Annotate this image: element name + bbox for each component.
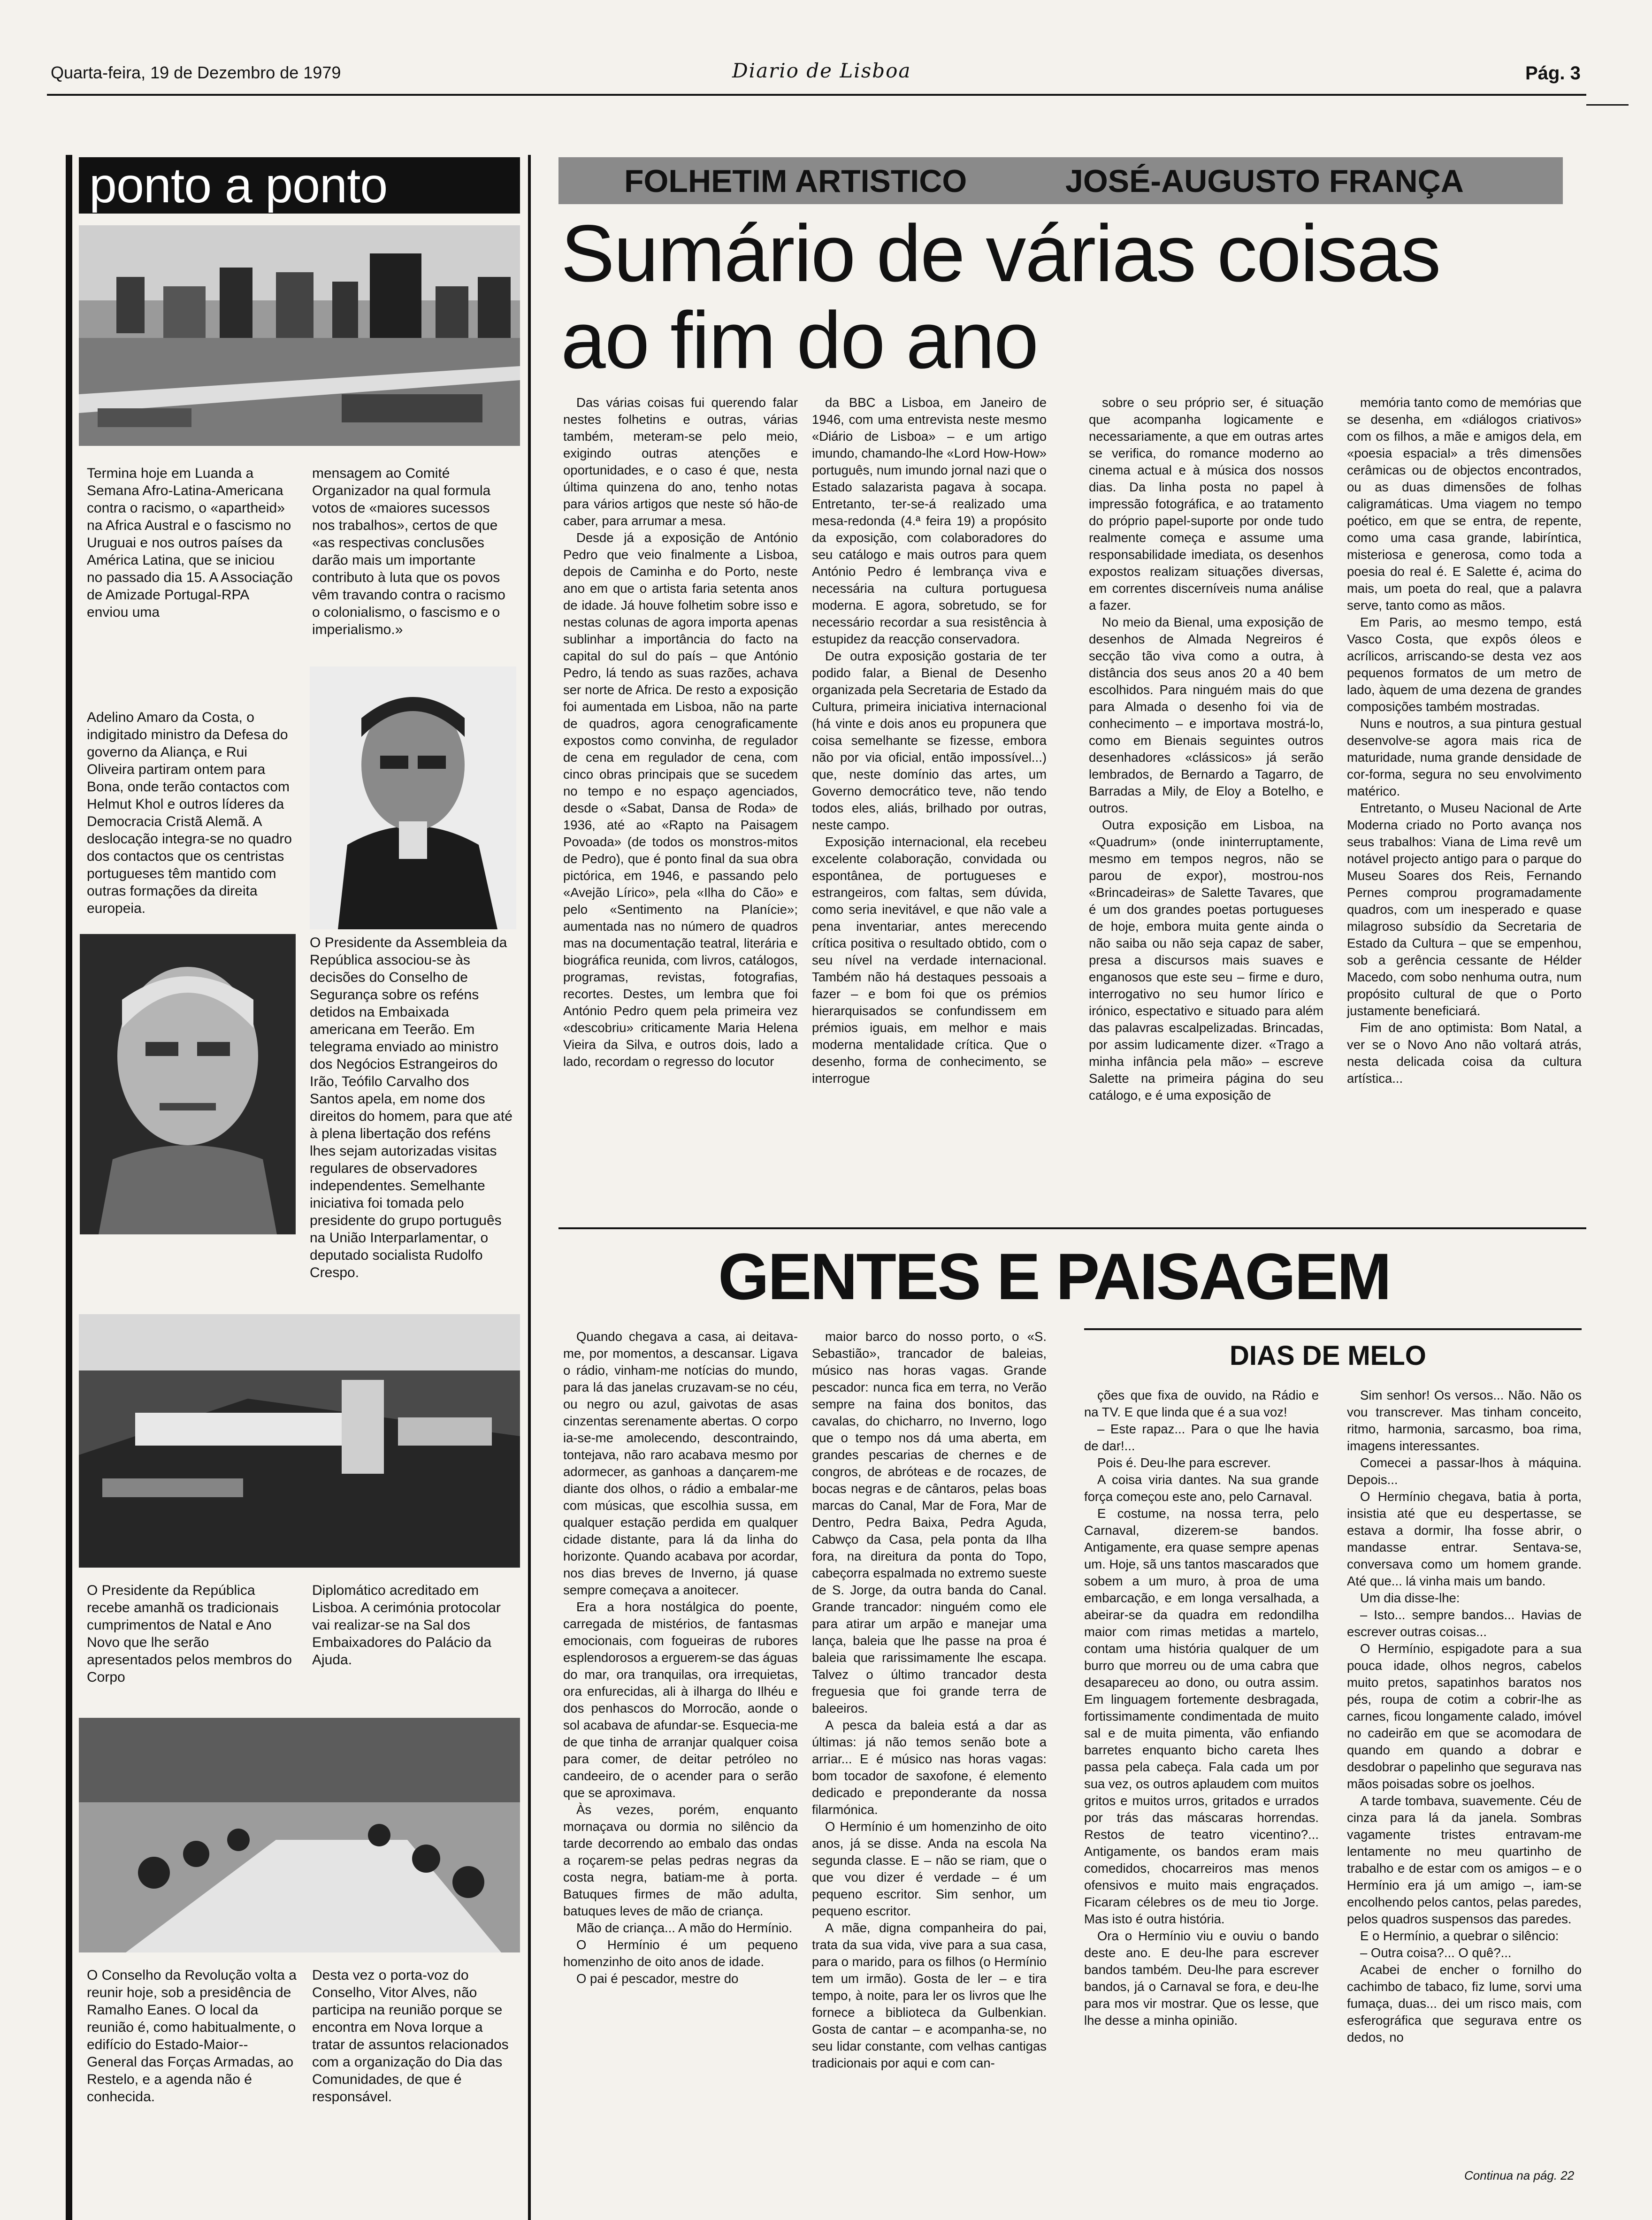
gentes-col1: [563, 1328, 798, 1987]
folhetim-headline-1: Sumário de várias coisas: [561, 208, 1440, 299]
gentes-col2-p2: A pesca da baleia está a dar as últimas: já não temos senão bote a arriar... E é músico nas horas vagas: bom tocador de saxofone, é elemento dedicado e preponderante da nossa filarmónica.: [812, 1718, 1047, 1817]
gentes-col4: [1347, 1387, 1582, 2046]
gentes-col3-p3: Pois é. Deu-lhe para escrever.: [1097, 1455, 1271, 1470]
gentes-col1-p6: O pai é pescador, mestre do: [576, 1971, 739, 1986]
gentes-headline: GENTES E PAISAGEM: [718, 1240, 1391, 1313]
folhetim-col4-p5: Fim de ano optimista: Bom Natal, a ver se o Novo Ano não voltará atrás, nesta delicada coisa da cultura artística...: [1347, 1020, 1582, 1086]
folhetim-col4-p3: Nuns e noutros, a sua pintura gestual desenvolve-se agora mais rica de maturidade, numa grande densidade de cor-forma, segura no seu envolvimento matérico.: [1347, 716, 1582, 798]
ponto-right-border: [528, 155, 531, 2220]
folhetim-col3-p2: No meio da Bienal, uma exposição de desenhos de Almada Negreiros é secção tão viva como a outra, à distância dos seus anos 20 a 40 bem escolhidos. Para ninguém mais do que para Almada o desenho foi via de conhecimento – e importava mostrá-lo, como em Bienais seguintes outros desenhadores «clássicos» já serão lembrados, de Bernardo a Tagarro, de Barradas a Mily, de Eloy a Botelho, e outros.: [1089, 615, 1323, 815]
gentes-col1-p3: Às vezes, porém, enquanto mornaçava ou dormia no silêncio da tarde decorrendo ao embalo das ondas a roçarem-se pelas pedras negras da costa negra, batiam-me à porta. Batuques firmes de mão adulta, batuques leves de mão de criança.: [563, 1802, 798, 1918]
gentes-col4-p1: Sim senhor! Os versos... Não. Não os vou transcrever. Mas tinham conceito, ritmo, harmonia, sarcasmo, boa rima, imagens interessantes.: [1347, 1388, 1582, 1453]
gentes-col3-p5: E costume, na nossa terra, pelo Carnaval, dizerem-se bandos. Antigamente, era quase sempre apenas um. Hoje, sã uns tantos mascarados que sobem a um muro, à proa de uma embarcação, e em longa versalhada, a abeirar-se da quadra em redondilha maior com rimas metidas a martelo, contam uma história qualquer de um burro que morreu ou de uma cabra que desapareceu ao dono, ou outra assim. Em linguagem fortemente desbragada, fortissimamente condimentada de muito sal e de muita pimenta, vão enfiando barretes enquanto bicho careta lhes passa pela cabeça. Fala cada um por sua vez, os outros aplaudem com muitos gritos e muitos urros, gritados e urrados por trás das máscaras horrendas. Restos de teatro vicentino?... Antigamente, os bandos eram mais comedidos, chocarreiros mas menos ofensivos e muito mais engraçados. Ficaram célebres os de meu tio Jorge. Mas isto é outra história.: [1084, 1506, 1319, 1926]
gentes-col4-p2: Comecei a passar-lhos à máquina. Depois...: [1347, 1455, 1582, 1487]
palace-image: [79, 1314, 520, 1568]
gentes-col4-p7: A tarde tombava, suavemente. Céu de cinza para lá da janela. Sombras vagamente tristes entravam-me lentamente no meu quartinho de trabalho e de estar com os amigos – e o Hermínio era já um amigo –, iam-se encolhendo pelos cantos, pelas paredes, pelos quadros suspensos das paredes.: [1347, 1793, 1582, 1926]
gentes-col1-p5: O Hermínio é um pequeno homenzinho de oito anos de idade.: [563, 1937, 798, 1969]
council-meeting-photo: [79, 1718, 520, 1952]
gentes-col4-p4: Um dia disse-lhe:: [1360, 1591, 1460, 1605]
item5-col2: Desta vez o porta-voz do Conselho, Vitor Alves, não participa na reunião porque se encontra em Nova Iorque a tratar de assuntos relacionados com a organização do Dia das Comunidades, de que é responsável.: [312, 1967, 509, 2105]
portrait-image-2: [80, 934, 296, 1234]
gentes-col1-p2: Era a hora nostálgica do poente, carregada de mistérios, de fantasmas emocionais, com fogueiras de rubores esplendorosos a erguerem-se das águas do mar, ora tranquilas, ora irrequietas, ora enfurecidas, ali à ilharga do Ilhéu e dos penhascos do Morrocão, aonde o sol acabava de afundar-se. Esquecia-me de que tinha de arranjar qualquer coisa para comer, de deitar petróleo no candeeiro, de o acender para o serão que se aproximava.: [563, 1600, 798, 1800]
folhetim-col4-p1: memória tanto como de memórias que se desenha, em «diálogos criativos» com os filhos, a mãe e amigos dela, em «poesia espacial» a três dimensões cerâmicas ou de objectos encontrados, ou as duas dimensões de folhas caligramáticas. Uma viagem no tempo poético, em que se entra, de repente, como uma casa grande, labiríntica, misteriosa e generosa, como toda a poesia do real é. E Salette é, acima do mais, um poeta do real, que a palavra serve, tanto como as mãos.: [1347, 395, 1582, 612]
issue-date: Quarta-feira, 19 de Dezembro de 1979: [51, 63, 341, 82]
section-title: ponto a ponto: [89, 158, 388, 213]
folhetim-author: JOSÉ-AUGUSTO FRANÇA: [1065, 163, 1464, 199]
gentes-col4-p9: – Outra coisa?... O quê?...: [1360, 1945, 1512, 1960]
portrait-photo-1: [310, 666, 516, 929]
gentes-col3-p1: ções que fixa de ouvido, na Rádio e na TV. E que linda que é a sua voz!: [1084, 1388, 1319, 1419]
gentes-col1-p1: Quando chegava a casa, ai deitava-me, por momentos, a descansar. Ligava o rádio, vinham-me notícias do mundo, para lá das janelas cruzavam-se no céu, ou negro ou azul, gaivotas de asas cinzentas serenamente abertas. O corpo ia-se-me amolecendo, descontraindo, tontejava, não raro acabava mesmo por adormecer, as ganhoas a dançarem-me diante dos olhos, o rádio a embalar-me com músicas, que escolhia sussa, em qualquer estação perdida em qualquer cidade distante, para lá da linha do horizonte. Quando acabava por acordar, nos dias breves de Inverno, já quase sempre começava a anoitecer.: [563, 1329, 798, 1597]
folhetim-col1: [563, 394, 798, 1070]
gentes-col1-p4: Mão de criança... A mão do Hermínio.: [576, 1921, 793, 1935]
portrait-photo-2: [80, 934, 296, 1234]
ponto-left-border: [66, 155, 72, 2220]
portrait-image-1: [310, 666, 516, 929]
gentes-col4-p10: Acabei de encher o fornilho do cachimbo de tabaco, fiz lume, sorvi uma fumaça, duas... dei um risco mais, com esferográfica que segurava entre os dedos, no: [1347, 1962, 1582, 2044]
gentes-col4-p8: E o Hermínio, a quebrar o silêncio:: [1360, 1929, 1559, 1943]
newspaper-name: Diario de Lisboa: [732, 59, 911, 82]
gentes-col4-p5: – Isto... sempre bandos... Havias de escrever outras coisas...: [1347, 1608, 1582, 1639]
item1-col1: Termina hoje em Luanda a Semana Afro-Latina-Americana contra o racismo, o «apartheid» na Africa Austral e o fascismo no Uruguai e nos outros países da América Latina, que se iniciou no passado dia 15. A Associação de Amizade Portugal-RPA enviou uma: [87, 466, 293, 620]
cityscape-image: [79, 225, 520, 446]
author-byline: DIAS DE MELO: [1230, 1340, 1426, 1371]
gentes-top-rule: [558, 1227, 1586, 1229]
folhetim-col4: [1347, 394, 1582, 1087]
luanda-cityscape-photo: [79, 225, 520, 446]
folhetim-col3: [1089, 394, 1323, 1104]
folhetim-col1-p1: Das várias coisas fui querendo falar nestes folhetins e outras, várias também, meteram-se pelo meio, exigindo outras atenções e oportunidades, e o caso é que, nesta última quinzena do ano, tenho notas para vários artigos que neste só hão-de caber, para arrumar a mesa.: [563, 395, 798, 528]
section-title-box: [79, 157, 520, 214]
masthead-rule-short: [1586, 104, 1629, 106]
folhetim-headline-2: ao fim do ano: [561, 295, 1038, 385]
dias-rule: [1084, 1328, 1582, 1330]
item3-text: O Presidente da Assembleia da República associou-se às decisões do Conselho de Segurança sobre os reféns detidos na Embaixada americana em Teerão. Em telegrama enviado ao ministro dos Negócios Estrangeiros do Irão, Teófilo Carvalho dos Santos apela, em nome dos direitos do homem, para que até à plena libertação dos reféns lhes sejam autorizadas visitas regulares de observadores independentes. Semelhante iniciativa foi tomada pelo presidente do grupo português na União Interparlamentar, o deputado socialista Rudolfo Crespo.: [310, 935, 512, 1280]
item2-text: Adelino Amaro da Costa, o indigitado ministro da Defesa do governo da Aliança, e Rui Oliveira partiram ontem para Bona, onde terão contactos com Helmut Khol e outros líderes da Democracia Cristã Alemã. A deslocação integra-se no quadro dos contactos que os centristas portugueses têm mantido com outras formações da direita europeia.: [87, 710, 292, 916]
item1-col2: mensagem ao Comité Organizador na qual formula votos de «maiores sucessos nos trabalhos», certos de que «as respectivas conclusões darão mais um importante contributo à luta que os povos vêm travando contra o racismo o colonialismo, o fascismo e o imperialismo.»: [312, 466, 505, 637]
folhetim-col2-p2: De outra exposição gostaria de ter podido falar, a Bienal de Desenho organizada pela Secretaria de Estado da Cultura, primeira iniciativa internacional (há vinte e dois anos eu propunera que coisa semelhante se fizesse, embora não por via oficial, então impossível...) que, neste domínio das artes, um Governo democrático teve, não tendo todos eles, aliás, brilhado por outras, neste campo.: [812, 649, 1047, 832]
folhetim-kicker: FOLHETIM ARTISTICO: [624, 163, 967, 199]
gentes-col3-p4: A coisa viria dantes. Na sua grande força começou este ano, pelo Carnaval.: [1084, 1472, 1319, 1504]
masthead-rule: [47, 94, 1586, 96]
gentes-col3-p2: – Este rapaz... Para o que lhe havia de dar!...: [1084, 1422, 1319, 1453]
gentes-col2-p3: O Hermínio é um homenzinho de oito anos, já se disse. Anda na escola Na segunda classe. E – não se riam, que o que vou dizer é verdade – é um pequeno escritor. Sim senhor, um pequeno escritor.: [812, 1819, 1047, 1918]
folhetim-col2: [812, 394, 1047, 1087]
meeting-image: [79, 1718, 520, 1952]
gentes-col2-p1: maior barco do nosso porto, o «S. Sebastião», trancador de baleias, músico nas horas vagas. Grande pescador: nunca fica em terra, no Verão sempre na faina dos bonitos, das cavalas, do chicharro, no Inverno, logo que o tempo nos dá uma aberta, em grandes pescarias de chernes e de congros, de abróteas e de rocazes, de bocas negras e de cântaros, pelas boas marcas do Canal, Mar de Fora, Mar de Dentro, Pedra Baixa, Pedra Aguda, Cabwço da Casa, pela ponta da Ilha fora, na direitura da ponta do Topo, cabeçorra espalmada no extremo sueste de S. Jorge, da outra banda do Canal. Grande trancador: ninguém como ele para atirar um arpão e manejar uma lança, baleia que lhe passe na proa é baleia que rarissimamente lhe escapa. Talvez o último trancador desta freguesia que foi grande terra de baleeiros.: [812, 1329, 1047, 1715]
continued-note: Continua na pág. 22: [1464, 2168, 1575, 2182]
page-number: Pág. 3: [1525, 63, 1581, 84]
gentes-col3-p6: Ora o Hermínio viu e ouviu o bando deste ano. E deu-lhe para escrever bandos também. Deu-lhe para escrever bandos, já o Carnaval se fora, e deu-lhe para mos vir mostrar. Que os lesse, que lhe desse a minha opinião.: [1084, 1929, 1319, 2028]
gentes-col4-p6: O Hermínio, espigadote para a sua pouca idade, olhos negros, cabelos muito pretos, sapatinhos baratos nos pés, roupa de cotim a cobrir-lhe as carnes, ficou longamente calado, imóvel no cadeirão em que se acomodara de quando em quando a dobrar e desdobrar o papelinho que segurava nas mãos poisadas sobre os joelhos.: [1347, 1641, 1582, 1791]
item4-col1: O Presidente da República recebe amanhã os tradicionais cumprimentos de Natal e Ano Novo que lhe serão apresentados pelos membros do Corpo: [87, 1583, 292, 1685]
folhetim-col4-p2: Em Paris, ao mesmo tempo, está Vasco Costa, que expôs óleos e acrílicos, arriscando-se desta vez aos pequenos formatos de um metro de lado, àquem de uma dezena de grandes composições também mostradas.: [1347, 615, 1582, 714]
folhetim-col3-p3: Outra exposição em Lisboa, na «Quadrum» (onde ininterruptamente, mesmo em tempos negros, não se parou de expor), mostrou-nos «Brincadeiras» de Salette Tavares, que é um dos grandes poetas portugueses de hoje, embora muita gente ainda o não saiba ou não seja capaz de saber, presa a discursos mais suaves e enganosos que este seu – firme e duro, interrogativo no seu humor lírico e irónico, espectativo e situado para além das palavras escalpelizadas. Brincadas, por assim ludicamente dizer. «Trago a minha infância pela mão» – escreve Salette na primeira página do seu catálogo, e é uma exposição de: [1089, 818, 1323, 1102]
folhetim-col3-p1: sobre o seu próprio ser, é situação que acompanha logicamente e necessariamente, a que em outras artes se verifica, do romance moderno ao cinema actual e à música dos nossos dias. Da linha posta no papel à impressão fotográfica, e ao tratamento do próprio papel-suporte por onde tudo realmente começa e assume uma responsabilidade imediata, os desenhos expostos realizam situações diversas, em correntes discerníveis numa análise a fazer.: [1089, 395, 1323, 612]
palace-photo: [79, 1314, 520, 1568]
gentes-col4-p3: O Hermínio chegava, batia à porta, insistia até que eu despertasse, se estava a dormir, lha fosse abrir, o mandasse entrar. Sentava-se, conversava como um homem grande. Até que... lá vinha mais um bando.: [1347, 1489, 1582, 1588]
gentes-col2: [812, 1328, 1047, 2072]
item5-col1: O Conselho da Revolução volta a reunir hoje, sob a presidência de Ramalho Eanes. O local da reunião é, como habitualmente, o edifício do Estado-Maior--General das Forças Armadas, ao Restelo, e a agenda não é conhecida.: [87, 1967, 297, 2105]
folhetim-col4-p4: Entretanto, o Museu Nacional de Arte Moderna criado no Porto avança nos seus trabalhos: Viana de Lima revê um notável projecto antigo para o parque do Museu Soares dos Reis, Fernando Pernes comprou programadamente quadros, com um inesperado e quase milagroso subsídio da Secretaria de Estado da Cultura – que se empenhou, sob a gerência cessante de Hélder Macedo, com sobo nenhuma outra, num propósito cultural de que o Porto justamente beneficiará.: [1347, 801, 1582, 1018]
folhetim-banner: [558, 157, 1563, 204]
folhetim-col2-p3: Exposição internacional, ela recebeu excelente colaboração, convidada ou espontânea, de portugueses e estrangeiros, com faltas, sem dúvida, como seria inevitável, e que não vale a pena inventariar, antes merecendo crítica positiva o resultado obtido, com o seu nível na verdade internacional. Também não há destaques pessoais a fazer – e bom foi que os prémios hierarquisados se confundissem em prémios iguais, em melhor e mais moderna mentalidade crítica. Que o desenho, forma de conhecimento, se interrogue: [812, 834, 1047, 1086]
gentes-col3: [1084, 1387, 1319, 2029]
folhetim-col2-p1: da BBC a Lisboa, em Janeiro de 1946, com uma entrevista neste mesmo «Diário de Lisboa» – e um artigo imundo, chamando-lhe «Lord How-How» português, num imundo jornal nazi que o Estado salazarista pagava à socapa. Entretanto, ter-se-á realizado uma mesa-redonda (4.ª feira 19) a propósito da exposição, com colaboradores do seu catálogo e mais outros para quem António Pedro é lembrança viva e necessária na cultura portuguesa moderna. E agora, sobretudo, se for necessário recordar a sua resistência à estupidez da reacção conservadora.: [812, 395, 1047, 646]
folhetim-col1-p2: Desde já a exposição de António Pedro que veio finalmente a Lisboa, depois de Caminha e do Porto, neste ano em que o artista faria setenta anos de idade. Já houve folhetim sobre isso e nestas colunas de agora importa apenas sublinhar a importância do facto na capital do sul do país – que António Pedro, lá tendo as suas razões, achava ser norte de Africa. De resto a exposição foi aumentada em Lisboa, não na parte de quadros, agora cenograficamente expostos como convinha, de regulador de cena em regulador de cena, com cinco obras principais que se sucedem no tempo e no espaço agenciados, desde o «Sabat, Dansa de Roda» de 1936, até ao «Rapto na Paisagem Povoada» (de todos os monstros-mitos de Pedro), que é ponto final da sua obra pictórica, em 1946, e passando pelo «Avejão Lírico», pela «Ilha do Cão» e pelo «Sentimento na Planície»; aumentada nas no número de quadros mas na documentação teatral, literária e biográfica reunida, com livros, catálogos, programas, revistas, fotografias, recortes. Destes, um lembra que foi António Pedro quem pela primeira vez «descobriu» criticamente Maria Helena Vieira da Silva, e outros dois, lado a lado, recordam o regresso do locutor: [563, 530, 798, 1069]
gentes-col2-p4: A mãe, digna companheira do pai, trata da sua vida, vive para a sua casa, para o marido, para os filhos (o Hermínio tem um irmão). Gosta de ler – e tira tempo, à noite, para ler os livros que lhe fornece a biblioteca da Gulbenkian. Gosta de cantar – e acompanha-se, no seu lidar constante, com velhas cantigas tradicionais por aqui e com can-: [812, 1921, 1047, 2070]
item4-col2: Diplomático acreditado em Lisboa. A cerimónia protocolar vai realizar-se na Sal dos Embaixadores do Palácio da Ajuda.: [312, 1583, 501, 1668]
